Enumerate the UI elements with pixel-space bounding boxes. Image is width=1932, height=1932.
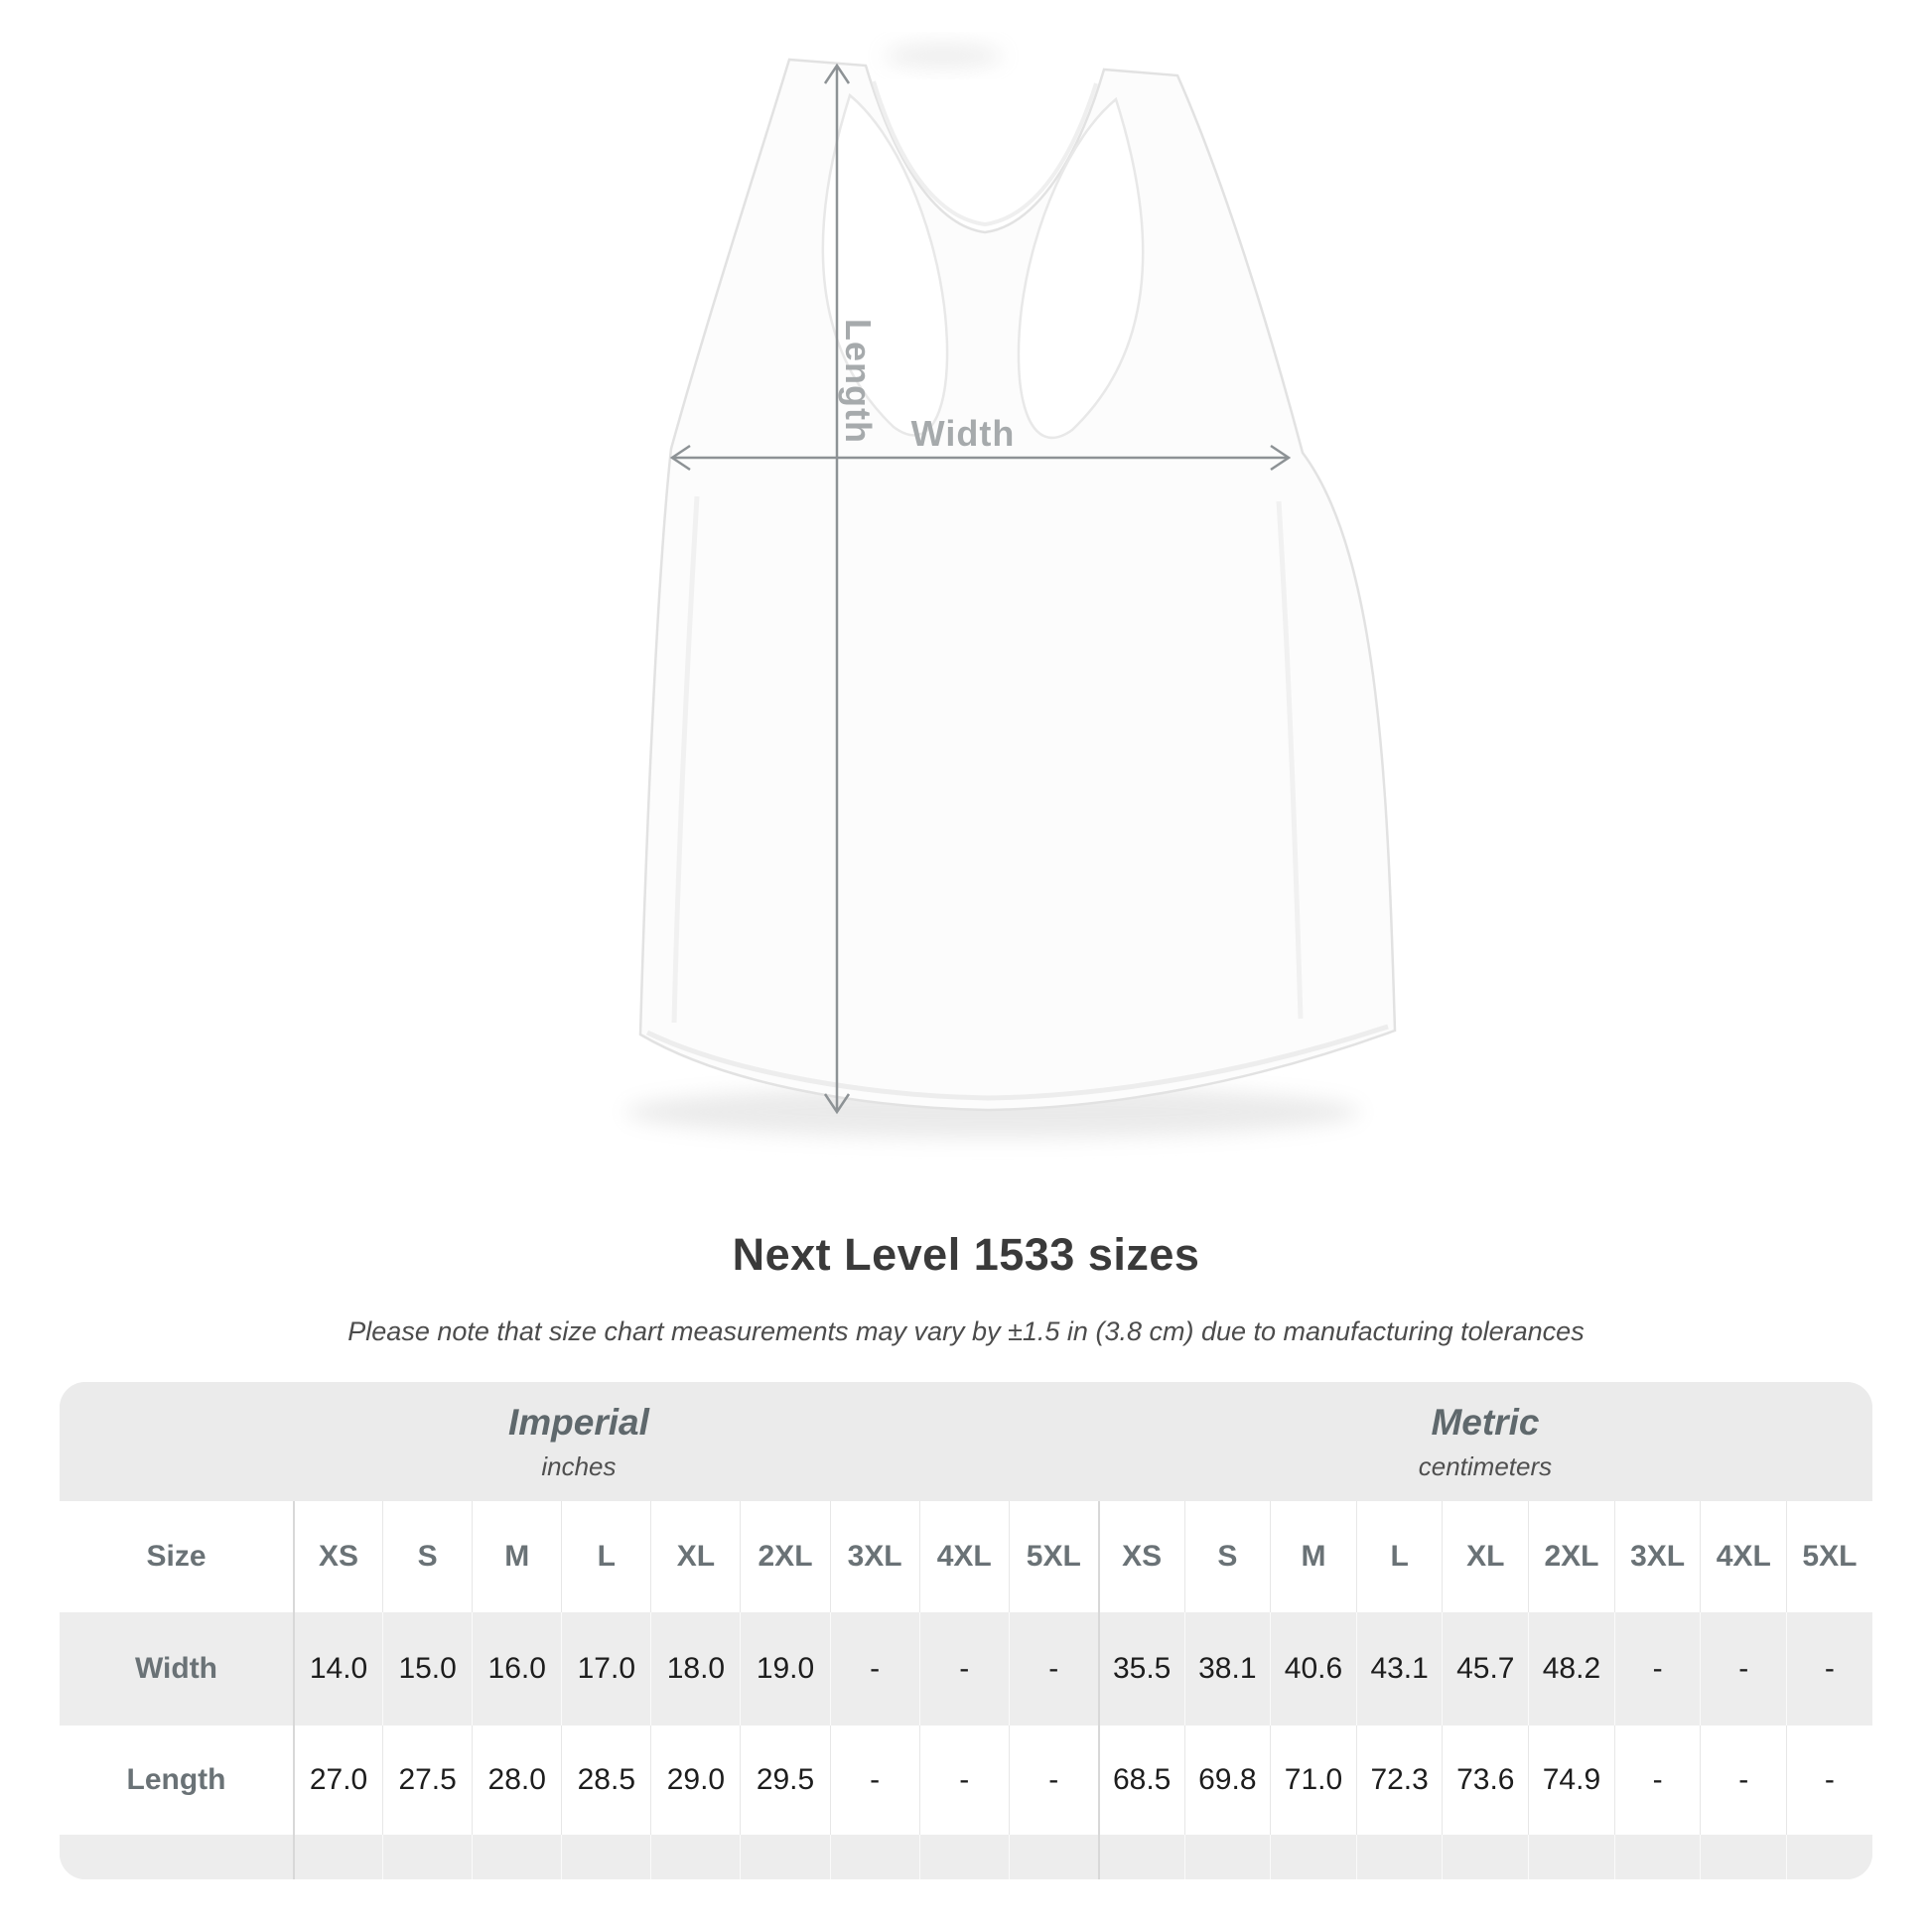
imperial-subtitle: inches	[541, 1450, 617, 1481]
measurement-cell: 73.6	[1442, 1725, 1528, 1835]
unit-header-metric	[1098, 1382, 1872, 1501]
measurement-cell: -	[1614, 1612, 1701, 1725]
footer-cell	[1786, 1835, 1872, 1879]
measurement-cell: 16.0	[472, 1612, 561, 1725]
measurement-cell: 27.5	[382, 1725, 472, 1835]
measurement-cell: 43.1	[1356, 1612, 1443, 1725]
size-header-cell: 3XL	[830, 1501, 919, 1612]
row-label-cell: Length	[126, 1763, 226, 1796]
footer-cell	[830, 1835, 919, 1879]
measurement-cell: 19.0	[740, 1612, 829, 1725]
footer-cell	[1184, 1835, 1271, 1879]
tank-top-diagram	[437, 20, 1499, 1172]
size-header-cell: 3XL	[1614, 1501, 1701, 1612]
footer-cell	[650, 1835, 740, 1879]
footer-cell	[293, 1835, 382, 1879]
measurement-cell: -	[1786, 1725, 1872, 1835]
measurement-cell: 40.6	[1270, 1612, 1356, 1725]
measurement-cell: -	[1009, 1612, 1098, 1725]
measurement-cell: 29.5	[740, 1725, 829, 1835]
measurement-cell: 17.0	[561, 1612, 650, 1725]
size-chart-table	[60, 1382, 1872, 1879]
measurement-cell: -	[1786, 1612, 1872, 1725]
measurement-cell: -	[1614, 1725, 1701, 1835]
footer-cell	[1270, 1835, 1356, 1879]
measurement-cell: 71.0	[1270, 1725, 1356, 1835]
size-header-cell: XL	[650, 1501, 740, 1612]
measurement-cell: 48.2	[1528, 1612, 1614, 1725]
size-header-cell: L	[561, 1501, 650, 1612]
measurement-cell: 35.5	[1098, 1612, 1184, 1725]
measurement-cell: 18.0	[650, 1612, 740, 1725]
footer-cell	[1700, 1835, 1786, 1879]
table-footer-band	[60, 1835, 1872, 1879]
width-row	[60, 1612, 1872, 1725]
footer-cell	[561, 1835, 650, 1879]
size-header-cell: 2XL	[1528, 1501, 1614, 1612]
measurement-cell: 69.8	[1184, 1725, 1271, 1835]
size-header-cell: M	[472, 1501, 561, 1612]
size-header-cell: 4XL	[919, 1501, 1009, 1612]
footer-cell	[1356, 1835, 1443, 1879]
top-shadow	[884, 44, 1003, 68]
measurement-cell: 45.7	[1442, 1612, 1528, 1725]
width-label: Width	[910, 413, 1016, 454]
unit-header-imperial	[60, 1382, 1098, 1501]
length-label: Length	[838, 319, 879, 444]
footer-cell	[1098, 1835, 1184, 1879]
measurement-cell: 27.0	[293, 1725, 382, 1835]
footer-cell	[1614, 1835, 1701, 1879]
size-header-cell: M	[1270, 1501, 1356, 1612]
footer-cell	[60, 1835, 293, 1879]
measurement-cell: 15.0	[382, 1612, 472, 1725]
unit-header-band	[60, 1382, 1872, 1501]
size-header-cell: XS	[1098, 1501, 1184, 1612]
footer-cell	[1009, 1835, 1098, 1879]
size-corner-label: Size	[146, 1540, 207, 1573]
size-header-cell: L	[1356, 1501, 1443, 1612]
tank-top-graphic	[437, 20, 1499, 1172]
size-header-cell: S	[1184, 1501, 1271, 1612]
imperial-title: Imperial	[507, 1401, 649, 1443]
size-header-cell: 5XL	[1786, 1501, 1872, 1612]
footer-cell	[1442, 1835, 1528, 1879]
measurement-cell: -	[830, 1725, 919, 1835]
size-header-cell: XL	[1442, 1501, 1528, 1612]
footer-cell	[1528, 1835, 1614, 1879]
measurement-cell: -	[919, 1725, 1009, 1835]
measurement-cell: -	[830, 1612, 919, 1725]
measurement-cell: 74.9	[1528, 1725, 1614, 1835]
measurement-cell: 38.1	[1184, 1612, 1271, 1725]
footer-cell	[472, 1835, 561, 1879]
size-header-cell: 2XL	[740, 1501, 829, 1612]
size-header-cell: 5XL	[1009, 1501, 1098, 1612]
measurement-cell: 72.3	[1356, 1725, 1443, 1835]
measurement-cell: 14.0	[293, 1612, 382, 1725]
size-header-cell: XS	[293, 1501, 382, 1612]
metric-title: Metric	[1431, 1401, 1540, 1443]
length-row	[60, 1725, 1872, 1835]
measurement-cell: 29.0	[650, 1725, 740, 1835]
tolerance-note: Please note that size chart measurements may vary by ±1.5 in (3.8 cm) due to manufacturing tolerances	[347, 1316, 1585, 1346]
footer-cell	[919, 1835, 1009, 1879]
measurement-cell: 28.5	[561, 1725, 650, 1835]
size-header-cell: S	[382, 1501, 472, 1612]
row-label-cell: Width	[134, 1652, 218, 1685]
footer-cell	[382, 1835, 472, 1879]
metric-subtitle: centimeters	[1418, 1450, 1553, 1481]
size-chart-title: Next Level 1533 sizes	[732, 1229, 1200, 1280]
footer-cell	[740, 1835, 829, 1879]
measurement-cell: -	[1700, 1612, 1786, 1725]
measurement-cell: -	[919, 1612, 1009, 1725]
measurement-cell: -	[1009, 1725, 1098, 1835]
size-header-cell: 4XL	[1700, 1501, 1786, 1612]
size-header-row	[60, 1501, 1872, 1612]
measurement-cell: 68.5	[1098, 1725, 1184, 1835]
measurement-cell: 28.0	[472, 1725, 561, 1835]
measurement-cell: -	[1700, 1725, 1786, 1835]
